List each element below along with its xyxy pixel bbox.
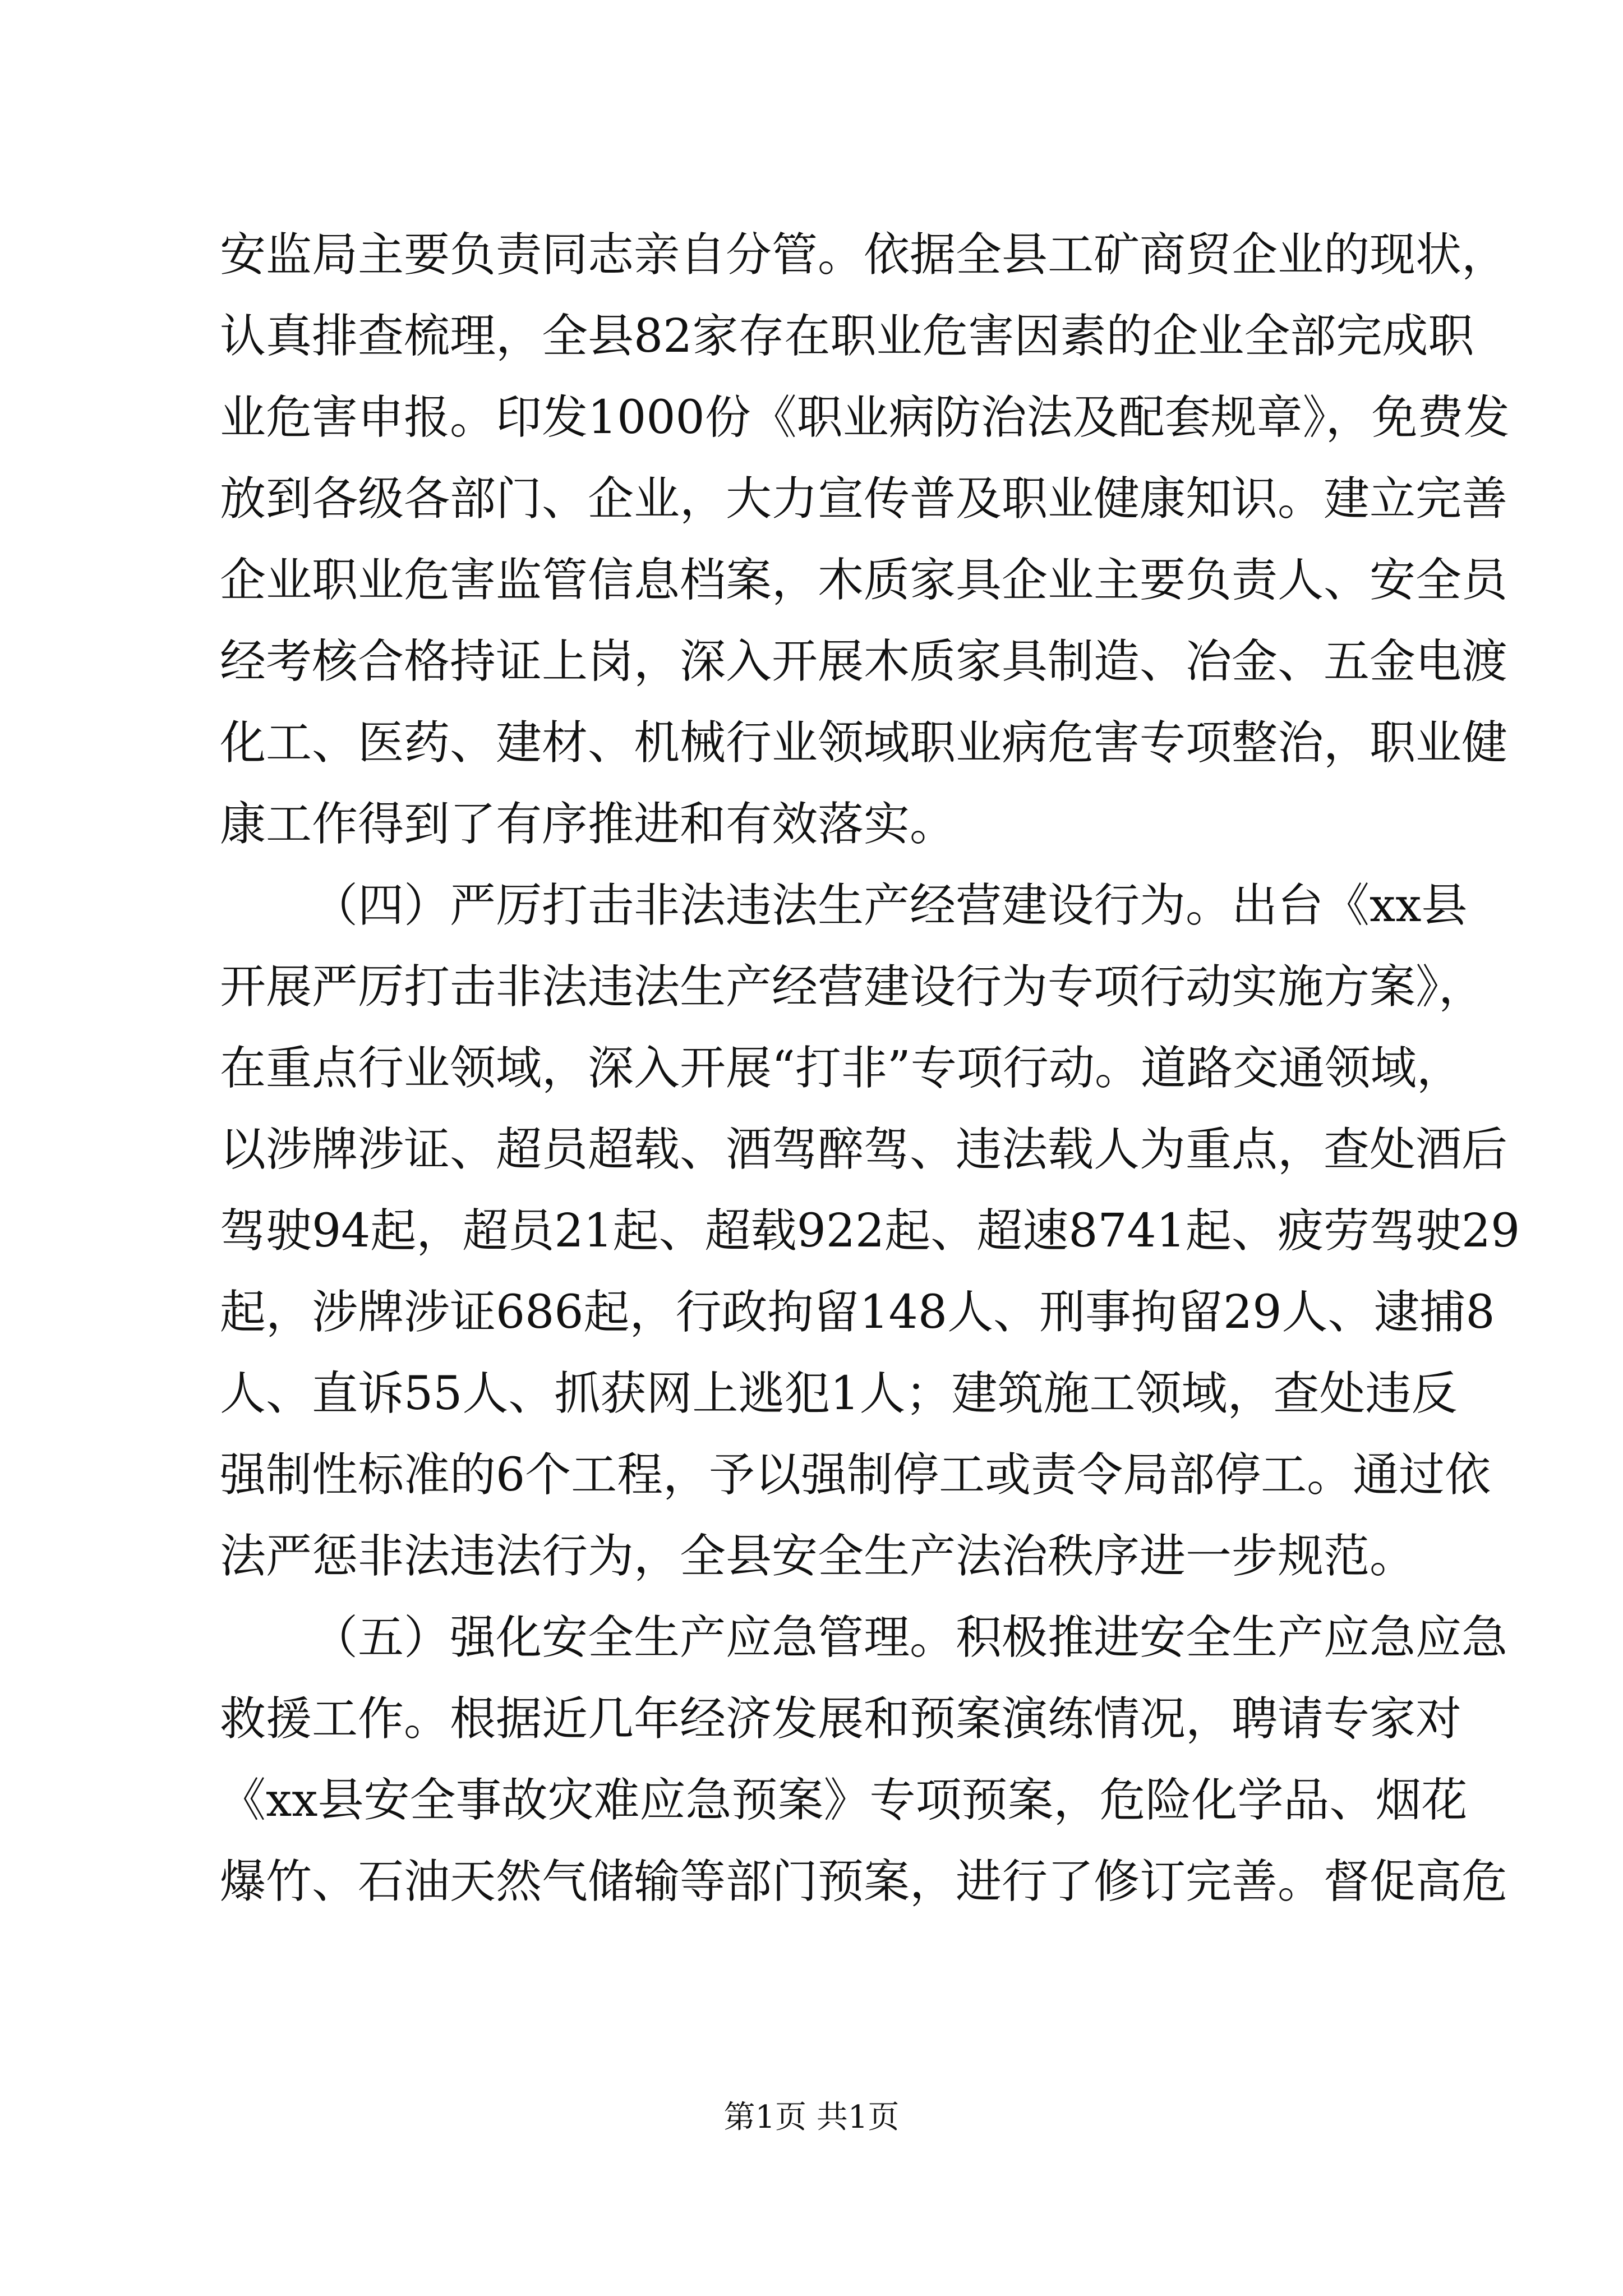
text-line: 放到各级各部门、企业，大力宣传普及职业健康知识。建立完善 xyxy=(220,472,1508,526)
text-line: 经考核合格持证上岗，深入开展木质家具制造、冶金、五金电渡 xyxy=(220,635,1508,688)
text-line: 康工作得到了有序推进和有效落实。 xyxy=(220,798,956,851)
text-line: 法严惩非法违法行为，全县安全生产法治秩序进一步规范。 xyxy=(220,1530,1416,1583)
text-line: 起，涉牌涉证686起，行政拘留148人、刑事拘留29人、逮捕8 xyxy=(220,1286,1495,1339)
text-line: 开展严厉打击非法违法生产经营建设行为专项行动实施方案》， xyxy=(220,960,1485,1014)
text-line: 业危害申报。印发1000份《职业病防治法及配套规章》，免费发 xyxy=(220,391,1510,444)
text-line: 企业职业危害监管信息档案，木质家具企业主要负责人、安全员 xyxy=(220,554,1508,607)
text-line: 以涉牌涉证、超员超载、酒驾醉驾、违法载人为重点，查处酒后 xyxy=(220,1123,1508,1176)
text-line: 在重点行业领域，深入开展“打非”专项行动。道路交通领域， xyxy=(220,1042,1463,1095)
section-heading-line: （五）强化安全生产应急管理。积极推进安全生产应急应急 xyxy=(312,1611,1508,1664)
text-line: 认真排查梳理，全县82家存在职业危害因素的企业全部完成职 xyxy=(220,310,1474,363)
section-heading-line: （四）严厉打击非法违法生产经营建设行为。出台《xx县 xyxy=(312,879,1468,932)
text-line: 爆竹、石油天然气储输等部门预案，进行了修订完善。督促高危 xyxy=(220,1855,1508,1908)
text-line: 化工、医药、建材、机械行业领域职业病危害专项整治，职业健 xyxy=(220,716,1508,770)
text-line: 驾驶94起，超员21起、超载922起、超速8741起、疲劳驾驶29 xyxy=(220,1204,1520,1258)
page-number-footer: 第1页 共1页 xyxy=(723,2099,900,2136)
text-line: 安监局主要负责同志亲自分管。依据全县工矿商贸企业的现状， xyxy=(220,228,1508,282)
text-line: 人、直诉55人、抓获网上逃犯1人；建筑施工领域，查处违反 xyxy=(220,1367,1458,1420)
text-line: 强制性标准的6个工程，予以强制停工或责令局部停工。通过依 xyxy=(220,1448,1491,1502)
text-line: 《xx县安全事故灾难应急预案》专项预案，危险化学品、烟花 xyxy=(220,1774,1468,1827)
text-line: 救援工作。根据近几年经济发展和预案演练情况，聘请专家对 xyxy=(220,1692,1462,1746)
